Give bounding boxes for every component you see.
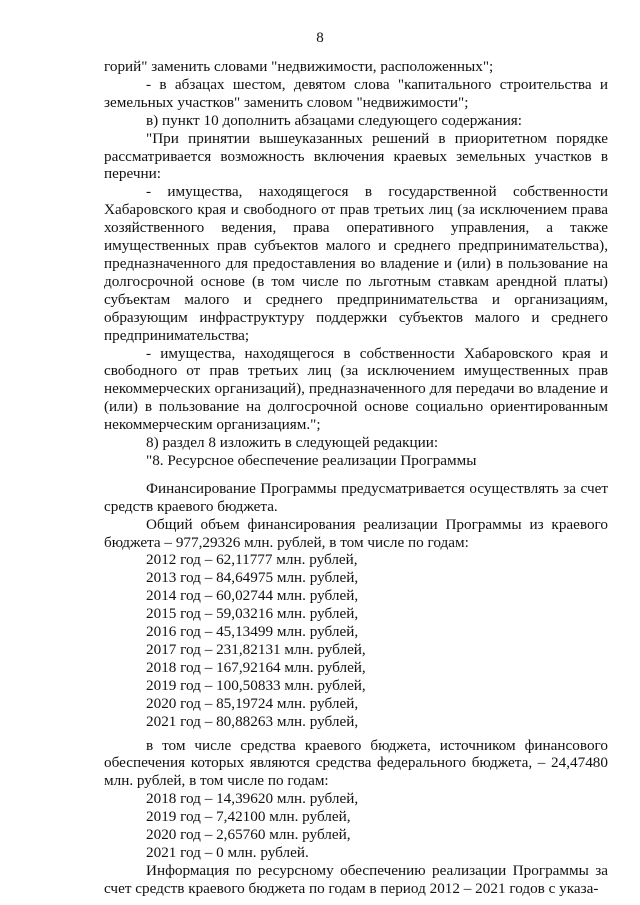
- paragraph: - имущества, находящегося в государственной собственности Хабаровского края и свободного от прав третьих лиц (за исключением права хозяйственного ведения, права оперативного управления, а также имущественных прав субъектов малого и среднего предпринимательства), предназначенного для предоставления во владение и (или) в пользование на долгосрочной основе (в том числе по льготным ставкам арендной платы) субъектам малого и среднего предпринимательства и организациям, образующим инфраструктуру поддержки субъектов малого и среднего предпринимательства;: [104, 183, 608, 344]
- document-body: [104, 58, 608, 898]
- paragraph: - имущества, находящегося в собственности Хабаровского края и свободного от прав третьих лиц (за исключением имущественных прав некоммерческих организаций), предназначенного для передачи во владение и (или) в пользование на долгосрочной основе социально ориентированным некоммерческим организациям.";: [104, 344, 608, 434]
- year-item: 2020 год – 2,65760 млн. рублей,: [146, 826, 351, 844]
- federal-intro: в том числе средства краевого бюджета, источником финансового обеспечения которых являются средства федерального бюджета, – 24,47480 млн. рублей, в том числе по годам:: [104, 736, 608, 790]
- section-heading: "8. Ресурсное обеспечение реализации Программы: [146, 451, 477, 469]
- paragraph: 8) раздел 8 изложить в следующей редакции:: [146, 434, 439, 452]
- year-item: 2019 год – 7,42100 млн. рублей,: [146, 808, 351, 826]
- year-item: 2013 год – 84,64975 млн. рублей,: [146, 569, 359, 587]
- year-item: 2018 год – 14,39620 млн. рублей,: [146, 790, 359, 808]
- paragraph: "При принятии вышеуказанных решений в приоритетном порядке рассматривается возможность включения краевых земельных участков в перечни:: [104, 129, 608, 183]
- regional-years-list: [104, 551, 608, 730]
- closing-paragraph: Информация по ресурсному обеспечению реализации Программы за счет средств краевого бюджета по годам в период 2012 – 2021 годов с указа-: [104, 861, 608, 897]
- funding-intro: Финансирование Программы предусматривается осуществлять за счет средств краевого бюджета.: [104, 479, 608, 515]
- year-item: 2015 год – 59,03216 млн. рублей,: [146, 605, 359, 623]
- year-item: 2020 год – 85,19724 млн. рублей,: [146, 694, 359, 712]
- paragraph: горий" заменить словами "недвижимости, расположенных";: [104, 58, 494, 75]
- year-item: 2017 год – 231,82131 млн. рублей,: [146, 641, 366, 658]
- paragraph: - в абзацах шестом, девятом слова "капитального строительства и земельных участков" заменить словом "недвижимости";: [104, 75, 608, 111]
- year-item: 2016 год – 45,13499 млн. рублей,: [146, 623, 359, 641]
- year-item: 2019 год – 100,50833 млн. рублей,: [146, 676, 366, 694]
- year-item: 2012 год – 62,11777 млн. рублей,: [146, 551, 358, 569]
- year-item: 2021 год – 0 млн. рублей.: [146, 843, 309, 861]
- page-number: 8: [316, 30, 324, 46]
- paragraph: в) пункт 10 дополнить абзацами следующего содержания:: [146, 111, 522, 129]
- year-item: 2018 год – 167,92164 млн. рублей,: [146, 658, 366, 676]
- federal-years-list: [104, 790, 608, 862]
- year-item: 2014 год – 60,02744 млн. рублей,: [146, 587, 359, 605]
- total-volume: Общий объем финансирования реализации Программы из краевого бюджета – 977,29326 млн. рублей, в том числе по годам:: [104, 515, 608, 551]
- year-item: 2021 год – 80,88263 млн. рублей,: [146, 712, 359, 730]
